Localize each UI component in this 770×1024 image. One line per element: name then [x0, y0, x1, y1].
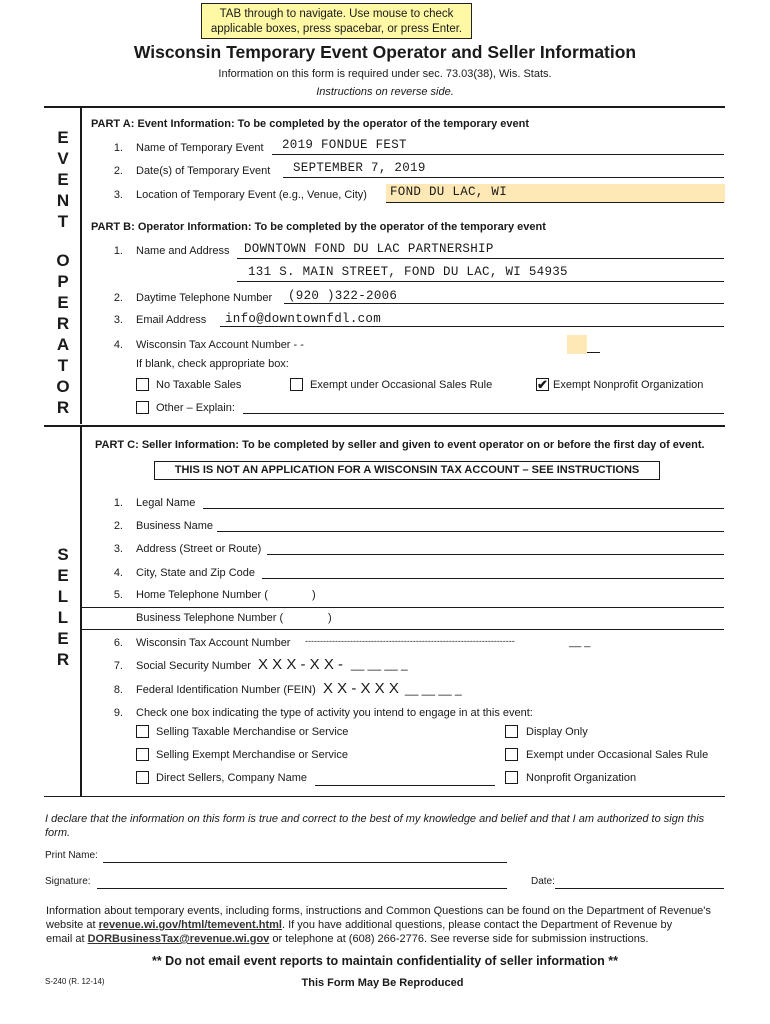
signature-field[interactable] [97, 888, 507, 889]
item-number: 2. [113, 292, 123, 304]
operator-phone-underline [284, 303, 724, 304]
date-field[interactable] [555, 888, 724, 889]
exempt-occasional-checkbox[interactable] [290, 378, 303, 391]
seller-exempt-occasional-label: Exempt under Occasional Sales Rule [526, 749, 709, 761]
legal-name-label: Legal Name [136, 497, 196, 509]
tax-account-dashes: ---------------------------------------------------------------------- [305, 636, 515, 646]
nonprofit-checkbox[interactable] [505, 771, 518, 784]
ssn-label: Social Security Number [136, 660, 251, 672]
side-letter: E [57, 170, 69, 189]
fein-field[interactable]: __ __ __ _ [405, 682, 462, 696]
operator-email-underline [220, 326, 724, 327]
taxable-merchandise-checkbox[interactable] [136, 725, 149, 738]
email-link[interactable]: DORBusinessTax@revenue.wi.gov [87, 933, 270, 945]
exempt-occasional-label: Exempt under Occasional Sales Rule [310, 379, 493, 391]
seller-exempt-occasional-checkbox[interactable] [505, 748, 518, 761]
business-phone-close: ) [328, 612, 332, 624]
item-number: 5. [113, 589, 123, 601]
checkmark-icon: ✔ [537, 377, 548, 392]
ssn-field[interactable]: __ __ __ _ [351, 657, 408, 671]
info-line-3-end: or telephone at (608) 266-2776. See reverse side for submission instructions. [272, 933, 649, 945]
event-dates-field[interactable]: SEPTEMBER 7, 2019 [293, 161, 426, 175]
operator-email-label: Email Address [136, 314, 207, 326]
event-location-underline [386, 202, 724, 203]
no-email-warning: ** Do not email event reports to maintain confidentiality of seller information ** [151, 954, 619, 968]
display-only-checkbox[interactable] [505, 725, 518, 738]
item-number: 1. [113, 497, 123, 509]
item-number: 3. [113, 314, 123, 326]
side-letter: R [56, 398, 70, 417]
item-number: 1. [113, 142, 123, 154]
business-name-field[interactable] [217, 531, 724, 532]
exempt-nonprofit-label: Exempt Nonprofit Organization [553, 379, 704, 391]
tax-account-highlight[interactable] [567, 335, 587, 354]
event-location-field[interactable]: FOND DU LAC, WI [390, 185, 508, 199]
form-id: S-240 (R. 12-14) [45, 977, 105, 986]
part-c-heading: PART C: Seller Information: To be completed by seller and given to event operator on or before the first day of event. [95, 439, 705, 451]
item-number: 3. [113, 189, 123, 201]
exempt-merchandise-checkbox[interactable] [136, 748, 149, 761]
operator-phone-field[interactable]: (920 )322-2006 [288, 289, 398, 303]
home-phone-label: Home Telephone Number ( [136, 589, 268, 601]
seller-bottom-border [44, 796, 725, 797]
info-line-2-end: . If you have additional questions, please contact the Department of Revenue by [281, 919, 673, 931]
operator-name-label: Name and Address [136, 245, 230, 257]
side-letter: O [56, 377, 70, 396]
operator-phone-label: Daytime Telephone Number [136, 292, 273, 304]
side-letter: E [57, 293, 69, 312]
ssn-mask: X X X - X X - [258, 656, 344, 673]
item-number: 8. [113, 684, 123, 696]
exempt-nonprofit-checkbox[interactable] [536, 378, 549, 391]
date-label: Date: [531, 876, 555, 887]
seller-side-divider [80, 425, 82, 797]
side-letter: L [57, 587, 69, 606]
seller-tax-account-label: Wisconsin Tax Account Number [136, 637, 291, 649]
side-letter: V [57, 149, 69, 168]
event-name-label: Name of Temporary Event [136, 142, 264, 154]
tax-account-underline [587, 352, 600, 353]
side-letter: O [56, 251, 70, 270]
info-line-2-start: website at [46, 919, 96, 931]
item-number: 3. [113, 543, 123, 555]
operator-email-field[interactable]: info@downtownfdl.com [225, 312, 382, 326]
event-name-underline [272, 154, 724, 155]
fein-label: Federal Identification Number (FEIN) [136, 684, 316, 696]
event-dates-underline [283, 177, 724, 178]
exempt-merchandise-label: Selling Exempt Merchandise or Service [156, 749, 348, 761]
taxable-merchandise-label: Selling Taxable Merchandise or Service [156, 726, 349, 738]
part-a-heading: PART A: Event Information: To be completed by the operator of the temporary event [91, 118, 530, 130]
part-b-heading: PART B: Operator Information: To be completed by the operator of the temporary event [91, 221, 546, 233]
side-letter: N [56, 191, 70, 210]
phone-divider [82, 629, 724, 630]
instructions-note: Instructions on reverse side. [316, 86, 454, 98]
info-line-3 [46, 933, 648, 945]
form-title: Wisconsin Temporary Event Operator and Seller Information [133, 42, 637, 62]
street-address-field[interactable] [267, 554, 724, 555]
operator-tax-account-label: Wisconsin Tax Account Number - - [136, 339, 304, 351]
not-application-notice: THIS IS NOT AN APPLICATION FOR A WISCONSIN TAX ACCOUNT – SEE INSTRUCTIONS [154, 461, 660, 480]
item-number: 2. [113, 165, 123, 177]
item-number: 4. [113, 567, 123, 579]
business-name-label: Business Name [136, 520, 214, 532]
side-letter: E [57, 629, 69, 648]
item-number: 1. [113, 245, 123, 257]
direct-sellers-checkbox[interactable] [136, 771, 149, 784]
legal-name-field[interactable] [203, 508, 724, 509]
nonprofit-label: Nonprofit Organization [526, 772, 637, 784]
fein-mask: X X - X X X [323, 680, 399, 697]
signature-label: Signature: [45, 876, 91, 887]
navigation-instructions-note: TAB through to navigate. Use mouse to check applicable boxes, press spacebar, or press Enter. [201, 3, 472, 39]
side-letter: T [57, 212, 69, 231]
part-c-top-border [44, 425, 725, 427]
declaration-text: I declare that the information on this form is true and correct to the best of my knowledge and belief and that I am authorized to sign this form. [45, 813, 705, 839]
operator-side-divider [80, 106, 82, 424]
other-checkbox[interactable] [136, 401, 149, 414]
part-a-top-border [44, 106, 725, 108]
other-explain-field[interactable] [243, 413, 724, 414]
side-letter: S [57, 545, 69, 564]
print-name-field[interactable] [103, 862, 507, 863]
event-location-label: Location of Temporary Event (e.g., Venue, City) [136, 189, 367, 201]
company-name-field[interactable] [315, 785, 495, 786]
side-letter: E [57, 566, 69, 585]
home-phone-close: ) [312, 589, 316, 601]
info-line-1: Information about temporary events, including forms, instructions and Common Questions can be found on the Department of Revenue's [46, 905, 711, 917]
item-number: 2. [113, 520, 123, 532]
temevent-link[interactable]: revenue.wi.gov/html/temevent.html [98, 919, 282, 931]
seller-tax-account-field[interactable]: __ _ [569, 636, 591, 648]
item-number: 7. [113, 660, 123, 672]
city-state-zip-field[interactable] [262, 578, 724, 579]
side-letter: R [56, 650, 70, 669]
operator-address-underline [237, 281, 724, 282]
side-letter: R [56, 314, 70, 333]
info-line-3-start: email at [46, 933, 85, 945]
display-only-label: Display Only [526, 726, 588, 738]
side-letter: T [57, 356, 69, 375]
street-address-label: Address (Street or Route) [136, 543, 262, 555]
statute-info: Information on this form is required under sec. 73.03(38), Wis. Stats. [218, 68, 552, 80]
reproduce-note: This Form May Be Reproduced [301, 977, 464, 989]
side-letter: E [57, 128, 69, 147]
info-line-2 [46, 919, 672, 931]
side-letter: A [56, 335, 70, 354]
activity-label: Check one box indicating the type of activity you intend to engage in at this event: [136, 707, 533, 719]
direct-sellers-label: Direct Sellers, Company Name [156, 772, 307, 784]
business-phone-label: Business Telephone Number ( [136, 612, 284, 624]
blank-note: If blank, check appropriate box: [136, 358, 289, 370]
operator-address-field[interactable]: 131 S. MAIN STREET, FOND DU LAC, WI 54935 [248, 265, 568, 279]
phone-divider [82, 607, 724, 608]
print-name-label: Print Name: [45, 850, 98, 861]
item-number: 9. [113, 707, 123, 719]
item-number: 4. [113, 339, 123, 351]
event-dates-label: Date(s) of Temporary Event [136, 165, 271, 177]
other-explain-label: Other – Explain: [156, 402, 235, 414]
side-letter: L [57, 608, 69, 627]
event-name-field[interactable]: 2019 FONDUE FEST [282, 138, 407, 152]
operator-name-field[interactable]: DOWNTOWN FOND DU LAC PARTNERSHIP [244, 242, 494, 256]
side-letter: P [57, 272, 69, 291]
no-taxable-sales-label: No Taxable Sales [156, 379, 242, 391]
no-taxable-sales-checkbox[interactable] [136, 378, 149, 391]
item-number: 6. [113, 637, 123, 649]
operator-name-underline [237, 258, 724, 259]
city-state-zip-label: City, State and Zip Code [136, 567, 256, 579]
